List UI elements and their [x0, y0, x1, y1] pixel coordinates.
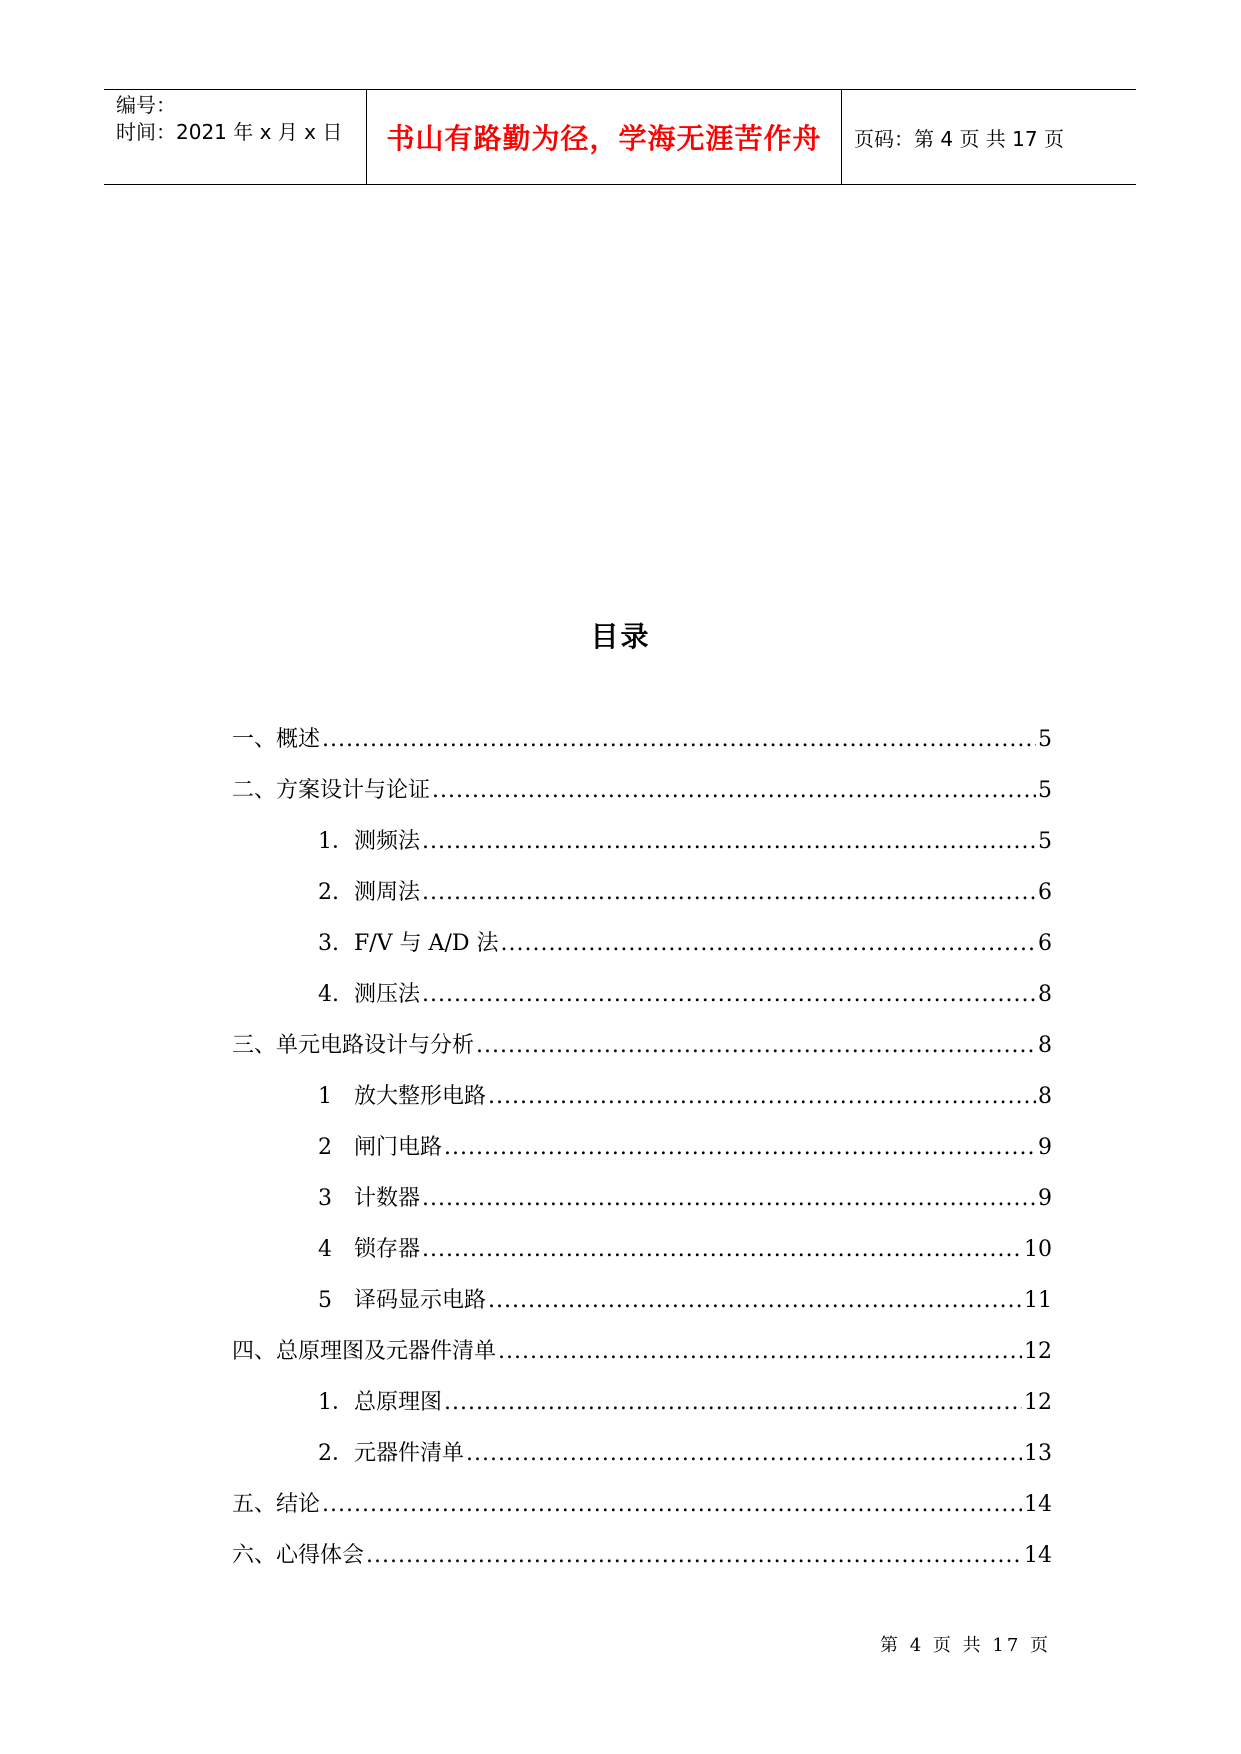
toc-entry-number: 3. [318, 931, 339, 956]
toc-entry-page: 9 [1038, 1135, 1052, 1160]
toc-leader [432, 778, 1036, 803]
toc-leader [488, 1288, 1022, 1313]
toc-entry-number: 3 [318, 1186, 332, 1211]
toc-entry[interactable] [232, 1028, 1052, 1079]
toc-entry-label: 译码显示电路 [354, 1288, 487, 1313]
toc-entry[interactable] [232, 1538, 1052, 1589]
toc-leader [322, 1492, 1022, 1517]
toc-entry-number: 4 [318, 1237, 332, 1262]
toc-leader [488, 1084, 1036, 1109]
toc-entry-label: 六、心得体会 [232, 1543, 365, 1568]
toc-entry-label: 测频法 [354, 829, 421, 854]
toc-entry-number: 1． [318, 829, 354, 854]
toc-entry-page: 12 [1024, 1390, 1052, 1415]
toc-entry-number: 2． [318, 1441, 354, 1466]
toc-entry-page: 11 [1024, 1288, 1052, 1313]
toc-entry-page: 12 [1024, 1339, 1052, 1364]
toc-entry-label: 计数器 [354, 1186, 421, 1211]
toc-subentry[interactable] [232, 1130, 1052, 1181]
toc-leader [322, 727, 1036, 752]
toc-leader [476, 1033, 1036, 1058]
toc-entry-page: 6 [1038, 880, 1052, 905]
toc-entry-label: 测周法 [354, 880, 421, 905]
toc-leader [422, 1237, 1022, 1262]
toc-entry-page: 5 [1038, 829, 1052, 854]
toc-entry[interactable] [232, 773, 1052, 824]
toc-entry-page: 8 [1038, 1033, 1052, 1058]
toc-entry-page: 5 [1038, 778, 1052, 803]
toc-entry-page: 10 [1024, 1237, 1052, 1262]
toc-leader [366, 1543, 1022, 1568]
toc-entry-label: 放大整形电路 [354, 1084, 487, 1109]
toc-subentry[interactable] [232, 824, 1052, 875]
header-page-cell [842, 90, 1136, 184]
toc-subentry[interactable] [232, 926, 1052, 977]
toc-subentry[interactable] [232, 875, 1052, 926]
toc-entry-label: 四、总原理图及元器件清单 [232, 1339, 497, 1364]
toc-entry-page: 8 [1038, 1084, 1052, 1109]
table-of-contents [232, 722, 1052, 1589]
serial-label: 编号： [116, 93, 176, 117]
toc-subentry[interactable] [232, 1232, 1052, 1283]
toc-entry-number: 2 [318, 1135, 332, 1160]
toc-entry[interactable] [232, 722, 1052, 773]
toc-entry-page: 14 [1024, 1543, 1052, 1568]
page-header [104, 89, 1136, 185]
toc-subentry[interactable] [232, 1283, 1052, 1334]
toc-entry-label: F/V 与 A/D 法 [354, 931, 499, 956]
toc-subentry[interactable] [232, 1385, 1052, 1436]
motto: 书山有路勤为径，学海无涯苦作舟 [386, 122, 822, 155]
toc-entry-number: 5 [318, 1288, 332, 1313]
header-motto-cell [367, 90, 842, 184]
toc-entry-page: 5 [1038, 727, 1052, 752]
toc-leader [422, 880, 1036, 905]
toc-leader [444, 1390, 1022, 1415]
toc-entry-number: 1 [318, 1084, 332, 1109]
toc-entry-page: 8 [1038, 982, 1052, 1007]
toc-entry-page: 13 [1024, 1441, 1052, 1466]
toc-subentry[interactable] [232, 977, 1052, 1028]
toc-entry[interactable] [232, 1487, 1052, 1538]
toc-entry-label: 二、方案设计与论证 [232, 778, 431, 803]
toc-entry-label: 三、单元电路设计与分析 [232, 1033, 475, 1058]
toc-leader [422, 982, 1036, 1007]
toc-leader [422, 1186, 1036, 1211]
toc-subentry[interactable] [232, 1181, 1052, 1232]
header-info-cell [104, 90, 367, 184]
toc-entry-label: 闸门电路 [354, 1135, 443, 1160]
time-label: 时间：2021 年 x 月 x 日 [116, 120, 343, 144]
toc-leader [500, 931, 1036, 956]
toc-entry-label: 锁存器 [354, 1237, 421, 1262]
page-footer: 第 4 页 共 17 页 [880, 1635, 1051, 1656]
toc-entry-page: 6 [1038, 931, 1052, 956]
page-code: 页码：第 4 页 共 17 页 [854, 126, 1064, 151]
toc-entry-label: 测压法 [354, 982, 421, 1007]
toc-entry-label: 总原理图 [354, 1390, 443, 1415]
toc-subentry[interactable] [232, 1436, 1052, 1487]
toc-leader [498, 1339, 1022, 1364]
toc-entry-page: 14 [1024, 1492, 1052, 1517]
toc-leader [444, 1135, 1036, 1160]
toc-title: 目录 [590, 620, 651, 653]
toc-entry-label: 元器件清单 [354, 1441, 465, 1466]
toc-entry-label: 一、概述 [232, 727, 321, 752]
toc-entry-number: 1． [318, 1390, 354, 1415]
toc-entry-number: 2. [318, 880, 339, 905]
toc-entry-number: 4. [318, 982, 339, 1007]
toc-leader [466, 1441, 1022, 1466]
toc-leader [422, 829, 1036, 854]
toc-subentry[interactable] [232, 1079, 1052, 1130]
toc-entry-page: 9 [1038, 1186, 1052, 1211]
toc-entry-label: 五、结论 [232, 1492, 321, 1517]
toc-entry[interactable] [232, 1334, 1052, 1385]
